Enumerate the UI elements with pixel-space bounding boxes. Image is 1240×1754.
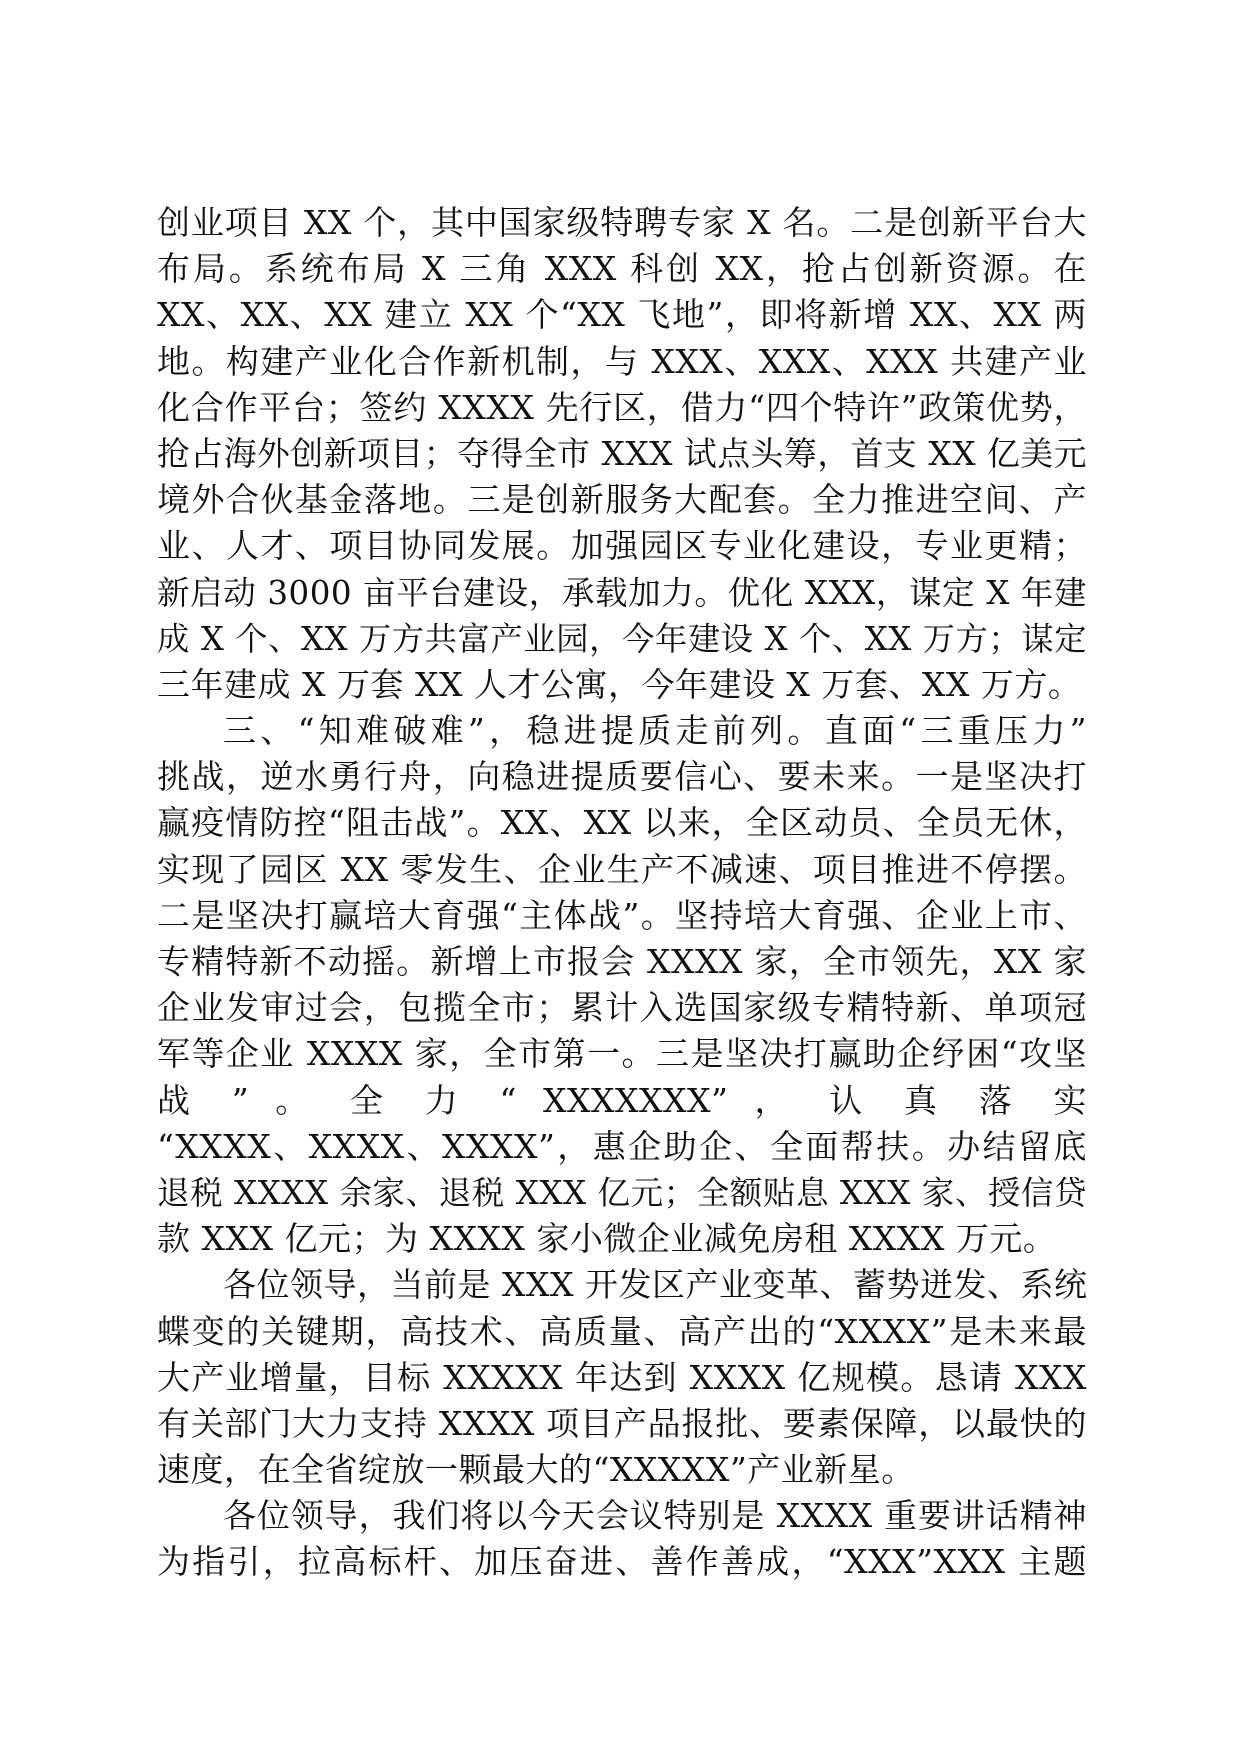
text-line: 专精特新不动摇。新增上市报会 XXXX 家，全市领先，XX 家 bbox=[157, 942, 1087, 981]
text-line: 抢占海外创新项目；夺得全市 XXX 试点头筹，首支 XX 亿美元 bbox=[157, 434, 1087, 473]
text-line: 退税 XXXX 余家、退税 XXX 亿元；全额贴息 XXX 家、授信贷 bbox=[157, 1173, 1087, 1212]
text-line: 地。构建产业化合作新机制，与 XXX、XXX、XXX 共建产业 bbox=[157, 341, 1087, 381]
text-line: 挑战，逆水勇行舟，向稳进提质要信心、要未来。一是坚决打 bbox=[157, 757, 1087, 797]
text-line: 为指引，拉高标杆、加压奋进、善作善成，“XXX”XXX 主题 bbox=[157, 1542, 1087, 1582]
document-body bbox=[157, 200, 1087, 1586]
text-line: 三年建成 X 万套 XX 人才公寓，今年建设 X 万套、XX 万方。 bbox=[157, 664, 1082, 704]
text-line: 境外合伙基金落地。三是创新服务大配套。全力推进空间、产 bbox=[157, 480, 1087, 520]
text-line: 二是坚决打赢培大育强“主体战”。坚持培大育强、企业上市、 bbox=[157, 895, 1087, 935]
text-line: 各位领导，当前是 XXX 开发区产业变革、蓄势迸发、系统 bbox=[223, 1265, 1088, 1305]
text-line: 成 X 个、XX 万方共富产业园，今年建设 X 个、XX 万方；谋定 bbox=[157, 619, 1087, 658]
text-line: 三、“知难破难”，稳进提质走前列。直面“三重压力” bbox=[223, 711, 1087, 751]
text-line: 化合作平台；签约 XXXX 先行区，借力“四个特许”政策优势， bbox=[157, 387, 1087, 427]
text-line: 创业项目 XX 个，其中国家级特聘专家 X 名。二是创新平台大 bbox=[157, 203, 1087, 242]
text-line: 军等企业 XXXX 家，全市第一。三是坚决打赢助企纾困“攻坚 bbox=[157, 1034, 1087, 1074]
text-line: 蝶变的关键期，高技术、高质量、高产出的“XXXX”是未来最 bbox=[157, 1311, 1087, 1351]
text-line: 款 XXX 亿元；为 XXXX 家小微企业减免房租 XXXX 万元。 bbox=[157, 1219, 1057, 1259]
text-line: 新启动 3000 亩平台建设，承载加力。优化 XXX，谋定 X 年建 bbox=[157, 573, 1087, 612]
text-line: 实现了园区 XX 零发生、企业生产不减速、项目推进不停摆。 bbox=[157, 849, 1087, 889]
text-line: 有关部门大力支持 XXXX 项目产品报批、要素保障，以最快的 bbox=[157, 1403, 1087, 1443]
text-line: XX、XX、XX 建立 XX 个“XX 飞地”，即将新增 XX、XX 两 bbox=[157, 295, 1087, 335]
text-line: 企业发审过会，包揽全市；累计入选国家级专精特新、单项冠 bbox=[157, 988, 1087, 1028]
text-line: 各位领导，我们将以今天会议特别是 XXXX 重要讲话精神 bbox=[223, 1496, 1087, 1536]
text-line: 战 ” 。 全 力 “ XXXXXXX” ， 认 真 落 实 bbox=[157, 1080, 1087, 1120]
text-line: 大产业增量，目标 XXXXX 年达到 XXXX 亿规模。恳请 XXX bbox=[157, 1357, 1087, 1397]
text-line: “XXXX、XXXX、XXXX”，惠企助企、全面帮扶。办结留底 bbox=[157, 1126, 1087, 1166]
text-line: 业、人才、项目协同发展。加强园区专业化建设，专业更精； bbox=[157, 526, 1087, 566]
text-line: 赢疫情防控“阻击战”。XX、XX 以来，全区动员、全员无休， bbox=[157, 803, 1087, 843]
text-line: 布局。系统布局 X 三角 XXX 科创 XX，抢占创新资源。在 bbox=[157, 249, 1087, 289]
text-line: 速度，在全省绽放一颗最大的“XXXXX”产业新星。 bbox=[157, 1450, 915, 1490]
